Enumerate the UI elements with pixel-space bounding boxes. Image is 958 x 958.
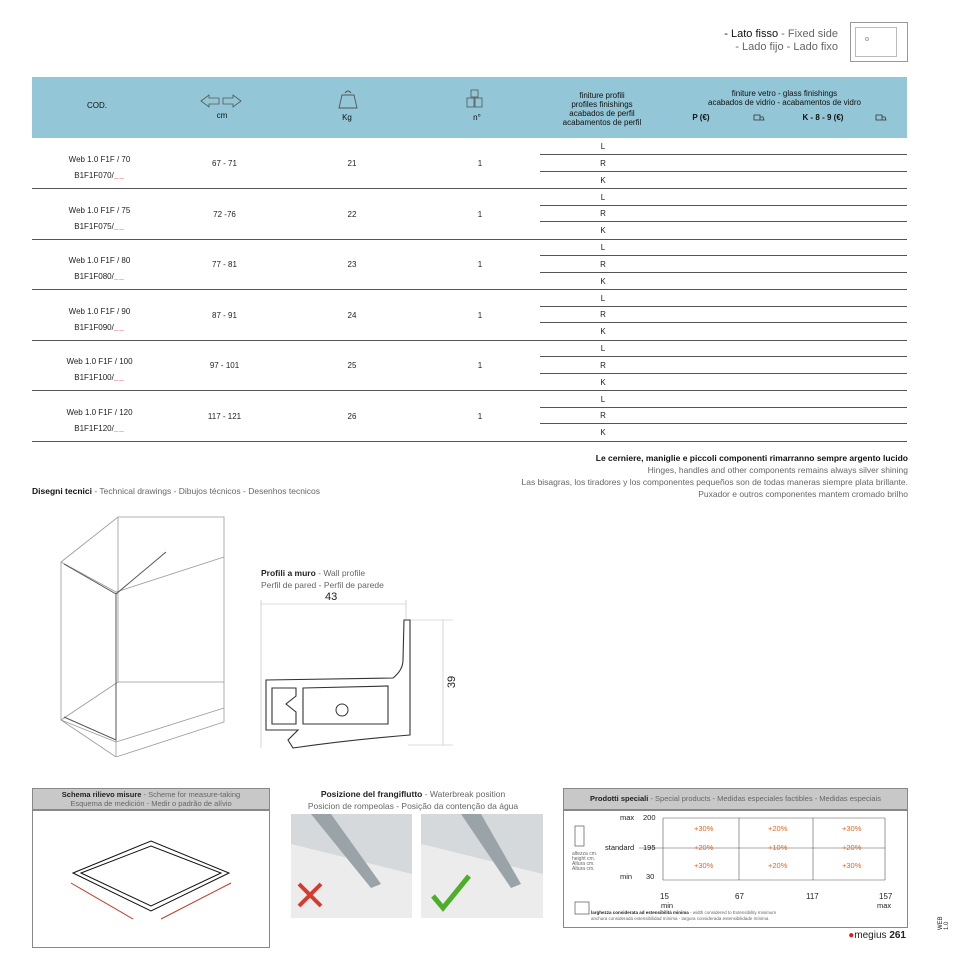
quantity: 1 [477, 411, 483, 421]
quantity: 1 [477, 310, 483, 320]
wall-profile-drawing [258, 600, 458, 752]
col-cod: COD. [87, 101, 107, 110]
truck-icon [753, 114, 765, 122]
finish-row: L [540, 392, 907, 408]
size-cm: 117 - 121 [207, 411, 242, 421]
footer: ●megius 261 [848, 930, 906, 941]
quantity: 1 [477, 209, 483, 219]
col-cm: cm [216, 111, 228, 120]
quantity: 1 [477, 260, 483, 269]
min-label: min [620, 872, 633, 881]
size-cm: 67 - 71 [212, 159, 237, 168]
pct-cell: +30% [694, 861, 714, 870]
product-code: Web 1.0 F1F / 75 B1F1F075/__ [68, 205, 131, 231]
table-row [32, 190, 907, 240]
title-es-pt: - Lado fijo - Lado fixo [735, 41, 838, 53]
pct-cell: +30% [842, 861, 862, 870]
size-cm: 72 -76 [213, 209, 236, 219]
product-code: Web 1.0 F1F / 80 B1F1F080/__ [68, 256, 131, 281]
waterbreak-wrong-photo [291, 814, 412, 918]
finish-row: R [540, 206, 907, 222]
shower-perspective-drawing [56, 512, 226, 757]
title-en: - Fixed side [778, 28, 838, 40]
width-label: larghezza considerata ad estensibilità minima - width considered to Extensibility minimum anchura considerada extensibilidad mínima - largura considerada extensibilidade mínima [591, 910, 777, 921]
boxes-icon [466, 89, 484, 109]
max-label: max [620, 813, 635, 822]
weight-kg: 26 [347, 411, 357, 421]
table-row [32, 341, 907, 391]
pct-cell: +10% [768, 843, 788, 852]
finish-row: K [600, 276, 606, 286]
title-it: - Lato fisso [724, 28, 779, 40]
price-k: K - 8 - 9 (€) [802, 113, 844, 122]
weight-kg: 25 [347, 361, 357, 370]
finish-row: L [540, 291, 907, 307]
pct-cell: +20% [694, 843, 714, 852]
col-glass: finiture vetro - glass finishings acabados de vidrio - acabamentos de vidro [708, 89, 861, 107]
table-row [32, 392, 907, 442]
col-kg: Kg [342, 113, 352, 122]
finish-row: R [540, 156, 907, 172]
profile-height-dim: 39 [446, 675, 459, 689]
quantity: 1 [477, 159, 483, 168]
pct-cell: +30% [694, 824, 714, 833]
finish-row: L [540, 139, 907, 155]
weight-icon [338, 89, 358, 109]
weight-kg: 24 [347, 310, 357, 320]
width-arrows-icon [200, 94, 242, 108]
x-min-label: min [661, 901, 674, 910]
max-value: 200 [643, 813, 656, 822]
brand: megius [854, 930, 887, 941]
product-code: Web 1.0 F1F / 120 B1F1F120/__ [66, 407, 133, 433]
finish-row: L [540, 341, 907, 357]
table-row [32, 139, 907, 189]
finish-row: K [600, 175, 606, 185]
height-label: altezza cm. height cm. Altura cm. Altura cm. [572, 851, 598, 872]
finish-row: K [600, 428, 606, 438]
table-header [32, 77, 907, 138]
x-tick: 15 [660, 892, 669, 901]
finish-row: L [540, 190, 907, 206]
finish-row: R [540, 358, 907, 374]
product-code: Web 1.0 F1F / 90 B1F1F090/__ [68, 306, 131, 332]
fixed-side-thumbnail [850, 22, 908, 62]
product-code: Web 1.0 F1F / 70 B1F1F070/__ [68, 155, 131, 180]
pct-cell: +20% [768, 824, 788, 833]
min-value: 30 [646, 872, 655, 881]
weight-kg: 22 [347, 209, 357, 219]
x-max-label: max [877, 901, 892, 910]
pct-cell: +30% [842, 824, 862, 833]
finish-row: K [600, 226, 606, 236]
finish-row: K [600, 377, 606, 387]
finish-row: R [540, 307, 907, 323]
size-cm: 77 - 81 [212, 260, 237, 269]
finish-row: K [600, 327, 606, 337]
side-label: WEB 1.0 [938, 916, 950, 930]
size-cm: 97 - 101 [209, 361, 240, 370]
x-tick: 67 [735, 892, 744, 901]
finish-row: L [540, 240, 907, 256]
x-tick: 157 [879, 892, 893, 901]
waterbreak-title: Posizione del frangiflutto - Waterbreak position Posicion de rompeolas - Posição da contenção da água [307, 789, 519, 811]
pct-cell: +20% [842, 843, 862, 852]
finish-row: R [540, 257, 907, 273]
waterbreak-correct-photo [421, 814, 543, 918]
price-p: P (€) [692, 113, 710, 122]
measure-scheme-box [32, 810, 270, 948]
page-number: 261 [889, 930, 906, 941]
std-value: 195 [643, 843, 656, 852]
profile-width-dim: 43 [325, 591, 338, 603]
measure-scheme-header: Schema rilievo misure - Scheme for measure-taking Esquema de medición - Medir o padrão de alívio [32, 788, 270, 810]
weight-kg: 23 [347, 260, 357, 269]
technical-drawings-title: Disegni tecnici - Technical drawings - Dibujos técnicos - Desenhos tecnicos [32, 486, 321, 496]
product-code: Web 1.0 F1F / 100 B1F1F100/__ [66, 357, 133, 382]
table-row [32, 240, 907, 290]
size-cm: 87 - 91 [212, 310, 237, 320]
finish-row: R [540, 408, 907, 424]
x-tick: 117 [806, 892, 819, 901]
components-note: Le cerniere, maniglie e piccoli componenti rimarranno sempre argento lucido Hinges, handles and other components remains always silver shining Las bisagras, los tiradores y los componentes pequeños son de todas maneras siempre plata brillante. Puxador e outros componentes mantem cromado brilho [521, 453, 908, 499]
table-row [32, 291, 907, 341]
col-profiles: finiture profili profiles finishings acabados de perfil acabamentos de perfil [562, 91, 642, 127]
col-n: n° [473, 113, 481, 122]
truck-icon [875, 114, 887, 122]
std-label: standard [605, 843, 635, 852]
pct-cell: +20% [768, 861, 788, 870]
weight-kg: 21 [347, 159, 357, 168]
quantity: 1 [477, 361, 483, 370]
page-header [724, 28, 838, 54]
tray-measure-drawing [33, 811, 269, 947]
wall-profile-title: Profili a muro - Wall profile Perfil de pared - Perfil de parede [261, 568, 384, 590]
special-products-header: Prodotti speciali - Special products - Medidas especiales factibles - Medidas especiais [563, 788, 908, 810]
